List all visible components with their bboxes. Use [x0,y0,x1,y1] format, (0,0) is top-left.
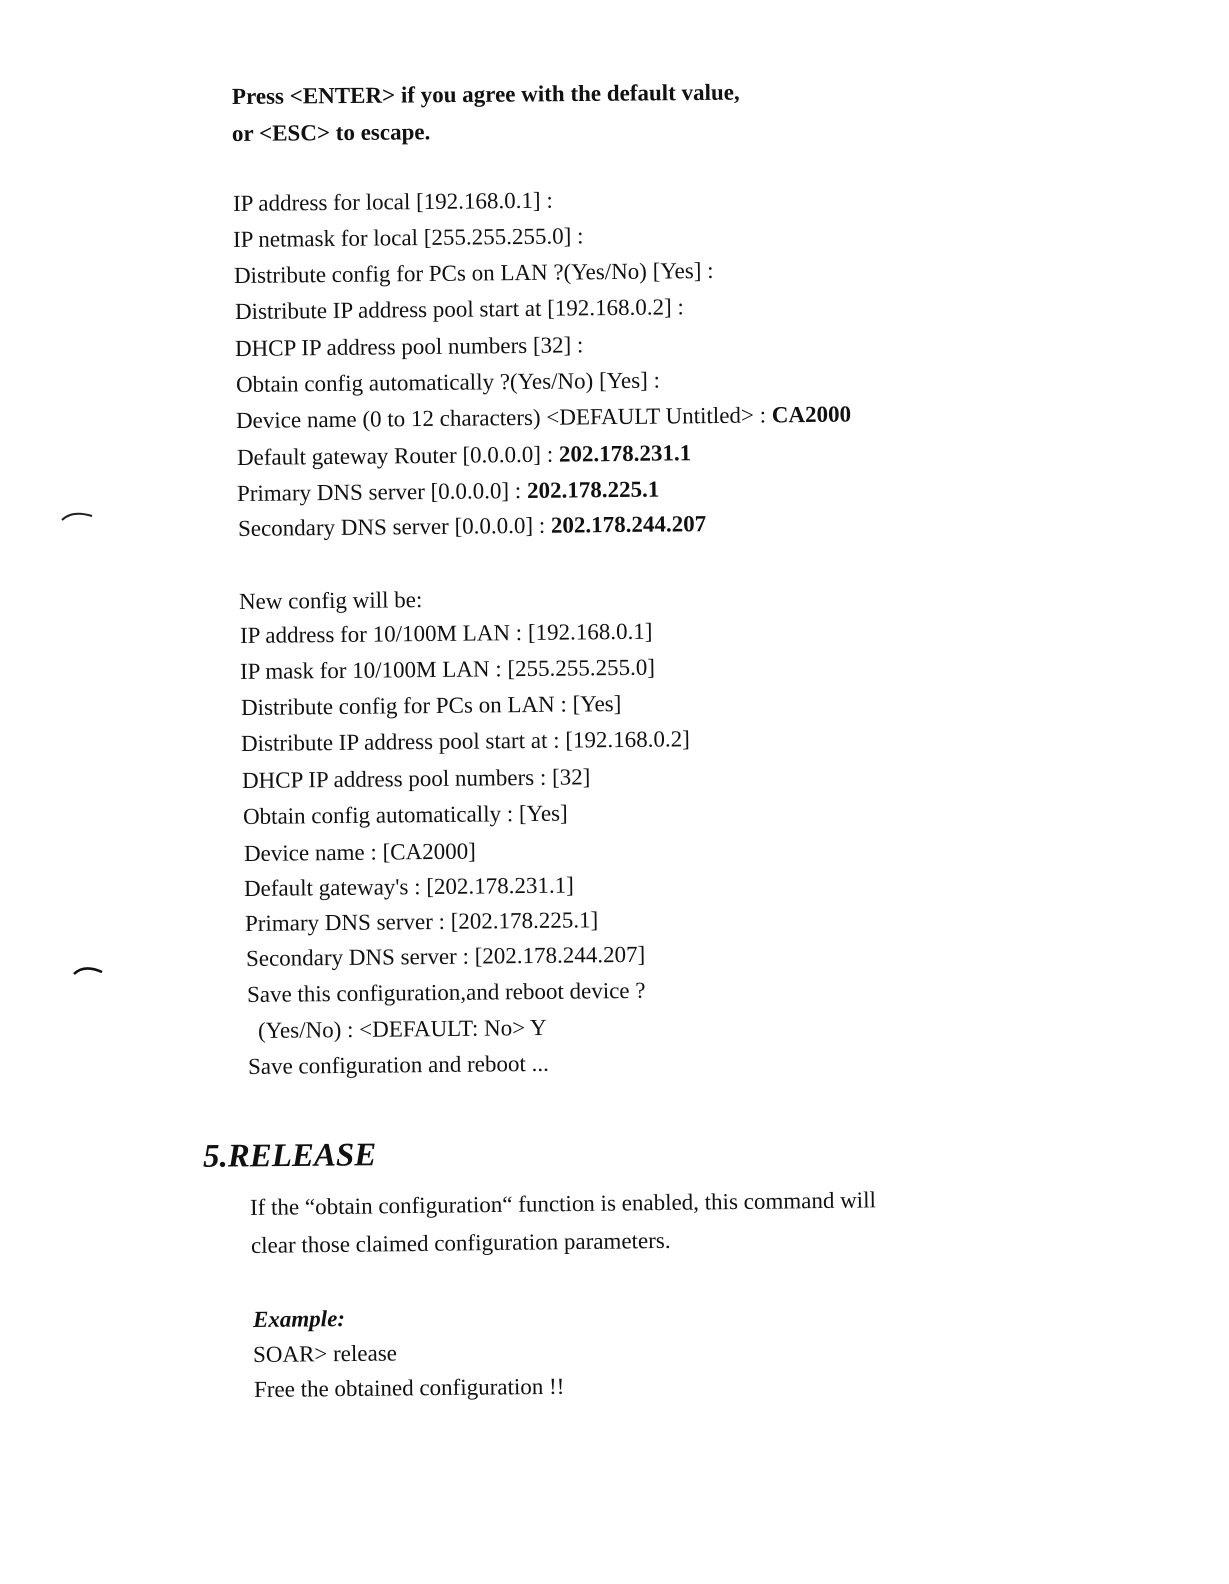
prompt-line: Obtain config automatically ?(Yes/No) [Yes] : [235,367,661,397]
new-config-line: Distribute IP address pool start at : [192.168.0.2] [240,726,690,756]
new-config-line: Save configuration and reboot ... [247,1050,549,1079]
prompt-line: Distribute IP address pool start at [192.168.0.2] : [234,294,684,324]
new-config-line: Primary DNS server : [202.178.225.1] [244,907,599,936]
new-config-line: Distribute config for PCs on LAN : [Yes] [240,691,622,720]
new-config-line: Default gateway's : [202.178.231.1] [243,872,575,901]
prompt-line: Default gateway Router [0.0.0.0] : 202.178.231.1 [236,440,692,470]
prompt-line: Primary DNS server [0.0.0.0] : 202.178.225.1 [236,476,660,506]
prompt-line: IP netmask for local [255.255.255.0] : [232,223,584,252]
intro-line-2: or <ESC> to escape. [231,119,431,146]
prompt-line: IP address for local [192.168.0.1] : [232,187,553,216]
new-config-line: (Yes/No) : <DEFAULT: No> Y [257,1014,547,1043]
punch-hole-mark-icon [72,962,106,978]
intro-line-1: Press <ENTER> if you agree with the default value, [231,79,740,109]
section-paragraph: If the “obtain configuration“ function is enabled, this command will [249,1187,877,1220]
punch-hole-mark-icon [60,508,96,524]
section-paragraph: clear those claimed configuration parameters. [250,1227,671,1258]
section-heading: 5.RELEASE [202,1137,377,1175]
new-config-line: Device name : [CA2000] [243,838,476,866]
new-config-line: IP mask for 10/100M LAN : [255.255.255.0] [239,654,656,684]
prompt-entered-value: 202.178.231.1 [558,440,692,467]
prompt-entered-value: 202.178.225.1 [526,476,660,503]
new-config-line: DHCP IP address pool numbers : [32] [241,764,591,793]
prompt-entered-value: CA2000 [771,401,852,428]
prompt-line: DHCP IP address pool numbers [32] : [234,332,584,361]
prompt-line: Distribute config for PCs on LAN ?(Yes/No) [Yes] : [233,257,714,288]
example-line: Free the obtained configuration !! [253,1373,565,1402]
prompt-line: Secondary DNS server [0.0.0.0] : 202.178.244.207 [237,511,707,541]
new-config-line: Secondary DNS server : [202.178.244.207] [245,941,646,971]
new-config-line: Obtain config automatically : [Yes] [242,800,568,829]
new-config-line: New config will be: [238,587,423,614]
new-config-line: Save this configuration,and reboot device ? [246,977,646,1007]
example-line: SOAR> release [252,1340,398,1367]
prompt-entered-value: 202.178.244.207 [550,511,707,538]
prompt-line: Device name (0 to 12 characters) <DEFAULT Untitled> : CA2000 [235,401,852,433]
new-config-line: IP address for 10/100M LAN : [192.168.0.1] [239,618,653,648]
example-label: Example: [252,1306,346,1332]
